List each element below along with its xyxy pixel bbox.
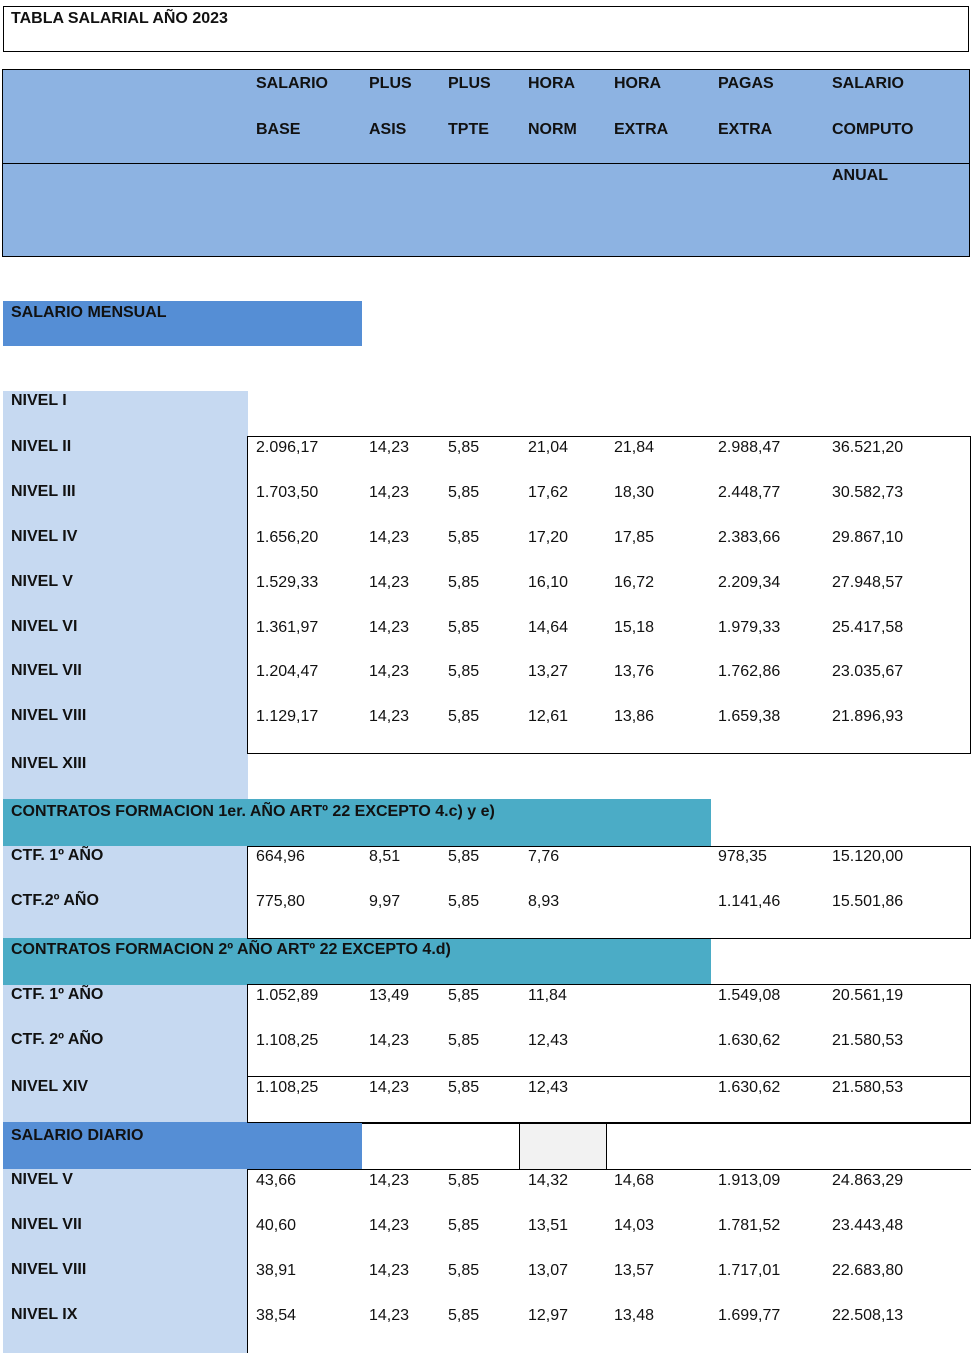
header-divider xyxy=(3,163,969,164)
table-cell: 1.549,08 xyxy=(718,987,781,1004)
table-cell: 16,10 xyxy=(528,574,569,591)
table-cell: 978,35 xyxy=(718,848,767,865)
table-cell: 21.580,53 xyxy=(832,1079,904,1096)
table-cell: 21.580,53 xyxy=(832,1032,904,1049)
table-cell: 5,85 xyxy=(448,1172,480,1189)
table-cell: 17,20 xyxy=(528,529,569,546)
border-line xyxy=(362,1123,971,1124)
table-cell: 14,23 xyxy=(369,1079,410,1096)
section-formacion-2 xyxy=(3,938,711,985)
table-cell: 7,76 xyxy=(528,848,560,865)
table-cell: 5,85 xyxy=(448,1217,480,1234)
table-cell: 14,23 xyxy=(369,484,410,501)
table-cell: 14,23 xyxy=(369,1217,410,1234)
table-cell: 14,64 xyxy=(528,619,569,636)
table-cell: 13,27 xyxy=(528,663,569,680)
table-cell: 15.501,86 xyxy=(832,893,904,910)
table-cell: 5,85 xyxy=(448,439,480,456)
column-header-4-top: HORA xyxy=(528,75,576,92)
table-cell: 20.561,19 xyxy=(832,987,904,1004)
row-label: CTF. 1º AÑO xyxy=(11,847,104,864)
table-cell: 25.417,58 xyxy=(832,619,904,636)
table-cell: 17,62 xyxy=(528,484,569,501)
table-cell: 1.659,38 xyxy=(718,708,781,725)
table-cell: 13,86 xyxy=(614,708,655,725)
table-cell: 14,23 xyxy=(369,439,410,456)
row-label: CTF.2º AÑO xyxy=(11,892,99,909)
column-header-2-bottom: ASIS xyxy=(369,121,407,138)
column-header-4-bottom: NORM xyxy=(528,121,577,138)
row-label: NIVEL VIII xyxy=(11,707,87,724)
table-cell: 22.683,80 xyxy=(832,1262,904,1279)
table-cell: 5,85 xyxy=(448,663,480,680)
table-cell: 775,80 xyxy=(256,893,305,910)
row-label: NIVEL IV xyxy=(11,528,78,545)
table-cell: 14,03 xyxy=(614,1217,655,1234)
table-cell: 14,23 xyxy=(369,1172,410,1189)
section-salario-mensual xyxy=(3,301,362,346)
border-line xyxy=(247,1169,248,1353)
table-cell: 1.630,62 xyxy=(718,1079,781,1096)
table-cell: 30.582,73 xyxy=(832,484,904,501)
column-header-7-top: SALARIO xyxy=(832,75,904,92)
table-cell: 1.699,77 xyxy=(718,1307,781,1324)
table-cell: 38,54 xyxy=(256,1307,297,1324)
table-cell: 18,30 xyxy=(614,484,655,501)
table-cell: 2.209,34 xyxy=(718,574,781,591)
table-cell: 11,84 xyxy=(528,987,567,1004)
table-cell: 23.443,48 xyxy=(832,1217,904,1234)
table-cell: 1.979,33 xyxy=(718,619,781,636)
column-header-2-top: PLUS xyxy=(369,75,412,92)
table-cell: 5,85 xyxy=(448,1262,480,1279)
table-cell: 12,43 xyxy=(528,1079,569,1096)
table-cell: 5,85 xyxy=(448,574,480,591)
table-cell: 14,23 xyxy=(369,1307,410,1324)
section-label-diario: SALARIO DIARIO xyxy=(11,1127,144,1144)
table-cell: 2.988,47 xyxy=(718,439,781,456)
row-label: NIVEL V xyxy=(11,573,73,590)
table-cell: 5,85 xyxy=(448,893,480,910)
table-cell: 1.052,89 xyxy=(256,987,319,1004)
table-cell: 2.096,17 xyxy=(256,439,319,456)
section-salario-diario xyxy=(3,1122,362,1169)
table-cell: 21.896,93 xyxy=(832,708,904,725)
border-line xyxy=(247,1169,971,1170)
table-cell: 14,23 xyxy=(369,1262,410,1279)
table-cell: 14,23 xyxy=(369,708,410,725)
table-cell: 5,85 xyxy=(448,987,480,1004)
row-label: NIVEL V xyxy=(11,1171,73,1188)
table-cell: 24.863,29 xyxy=(832,1172,904,1189)
row-label: NIVEL I xyxy=(11,392,67,409)
table-cell: 5,85 xyxy=(448,1307,480,1324)
table-cell: 15.120,00 xyxy=(832,848,904,865)
table-cell: 29.867,10 xyxy=(832,529,904,546)
table-cell: 9,97 xyxy=(369,893,401,910)
column-header-6-top: PAGAS xyxy=(718,75,774,92)
column-header-1-bottom: BASE xyxy=(256,121,301,138)
table-cell: 40,60 xyxy=(256,1217,297,1234)
table-cell: 8,93 xyxy=(528,893,560,910)
table-cell: 1.703,50 xyxy=(256,484,319,501)
row-label: NIVEL II xyxy=(11,438,72,455)
table-cell: 43,66 xyxy=(256,1172,297,1189)
table-cell: 1.762,86 xyxy=(718,663,781,680)
title-box xyxy=(3,6,969,52)
table-cell: 14,23 xyxy=(369,529,410,546)
column-header-7-bottom: COMPUTO xyxy=(832,121,914,138)
section-formacion-1 xyxy=(3,799,711,846)
row-label: NIVEL VII xyxy=(11,1216,82,1233)
table-cell: 38,91 xyxy=(256,1262,297,1279)
column-header-7-third: ANUAL xyxy=(832,167,888,184)
table-cell: 1.913,09 xyxy=(718,1172,781,1189)
table-cell: 1.108,25 xyxy=(256,1079,319,1096)
table-cell: 5,85 xyxy=(448,848,480,865)
table-cell: 5,85 xyxy=(448,708,480,725)
table-cell: 15,18 xyxy=(614,619,655,636)
table-cell: 22.508,13 xyxy=(832,1307,904,1324)
table-cell: 14,23 xyxy=(369,663,410,680)
table-cell: 1.204,47 xyxy=(256,663,319,680)
table-cell: 1.361,97 xyxy=(256,619,319,636)
row-label: CTF. 1º AÑO xyxy=(11,986,104,1003)
table-cell: 23.035,67 xyxy=(832,663,904,680)
table-cell: 5,85 xyxy=(448,484,480,501)
table-cell: 13,76 xyxy=(614,663,655,680)
table-cell: 14,23 xyxy=(369,1032,410,1049)
table-cell: 13,57 xyxy=(614,1262,655,1279)
table-cell: 1.529,33 xyxy=(256,574,319,591)
empty-gray-cell xyxy=(519,1123,607,1170)
row-label: NIVEL VI xyxy=(11,618,78,635)
table-cell: 1.656,20 xyxy=(256,529,319,546)
row-label: NIVEL III xyxy=(11,483,76,500)
table-cell: 2.448,77 xyxy=(718,484,781,501)
table-cell: 664,96 xyxy=(256,848,305,865)
row-label: NIVEL IX xyxy=(11,1306,78,1323)
section-label-formacion-1: CONTRATOS FORMACION 1er. AÑO ARTº 22 EXCEPTO 4.c) y e) xyxy=(11,803,495,820)
table-cell: 13,07 xyxy=(528,1262,569,1279)
table-cell: 17,85 xyxy=(614,529,655,546)
table-cell: 13,48 xyxy=(614,1307,655,1324)
table-cell: 2.383,66 xyxy=(718,529,781,546)
column-header-3-bottom: TPTE xyxy=(448,121,489,138)
table-cell: 12,43 xyxy=(528,1032,569,1049)
row-label: NIVEL XIII xyxy=(11,755,87,772)
row-label: CTF. 2º AÑO xyxy=(11,1031,104,1048)
table-cell: 12,61 xyxy=(528,708,569,725)
row-label: NIVEL VIII xyxy=(11,1261,87,1278)
table-cell: 1.141,46 xyxy=(718,893,781,910)
table-cell: 8,51 xyxy=(369,848,401,865)
column-header-1-top: SALARIO xyxy=(256,75,328,92)
table-cell: 1.108,25 xyxy=(256,1032,319,1049)
table-cell: 5,85 xyxy=(448,1032,480,1049)
table-cell: 21,84 xyxy=(614,439,655,456)
table-cell: 16,72 xyxy=(614,574,655,591)
page-title: TABLA SALARIAL AÑO 2023 xyxy=(11,10,228,27)
table-cell: 14,32 xyxy=(528,1172,569,1189)
border-line xyxy=(247,1076,971,1077)
table-cell: 1.781,52 xyxy=(718,1217,781,1234)
table-cell: 14,23 xyxy=(369,574,410,591)
table-cell: 5,85 xyxy=(448,529,480,546)
table-cell: 1.717,01 xyxy=(718,1262,781,1279)
row-label: NIVEL VII xyxy=(11,662,82,679)
table-cell: 14,68 xyxy=(614,1172,655,1189)
column-header-3-top: PLUS xyxy=(448,75,491,92)
table-cell: 21,04 xyxy=(528,439,569,456)
table-cell: 5,85 xyxy=(448,1079,480,1096)
table-cell: 13,51 xyxy=(528,1217,569,1234)
table-cell: 1.630,62 xyxy=(718,1032,781,1049)
column-header-5-top: HORA xyxy=(614,75,662,92)
table-cell: 5,85 xyxy=(448,619,480,636)
section-label-formacion-2: CONTRATOS FORMACION 2º AÑO ARTº 22 EXCEPTO 4.d) xyxy=(11,941,451,958)
label-column-3 xyxy=(3,985,248,1122)
table-cell: 36.521,20 xyxy=(832,439,904,456)
table-cell: 14,23 xyxy=(369,619,410,636)
table-cell: 27.948,57 xyxy=(832,574,904,591)
column-header-6-bottom: EXTRA xyxy=(718,121,773,138)
column-header-5-bottom: EXTRA xyxy=(614,121,669,138)
table-cell: 1.129,17 xyxy=(256,708,319,725)
table-cell: 12,97 xyxy=(528,1307,569,1324)
section-label-mensual: SALARIO MENSUAL xyxy=(11,304,167,321)
row-label: NIVEL XIV xyxy=(11,1078,89,1095)
table-cell: 13,49 xyxy=(369,987,410,1004)
